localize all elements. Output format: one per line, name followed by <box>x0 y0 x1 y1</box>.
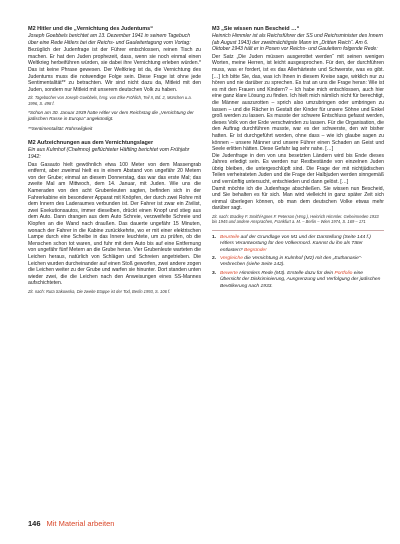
m2b-source: Zit. nach: Ruta Sakowska, Die zweite Etappe ist der Tod, Berlin 1993, S. 106 f. <box>28 288 171 294</box>
task-operator: Bewerte <box>220 270 238 276</box>
m2-text: Bezüglich der Judenfrage ist der Führer entschlossen, reinen Tisch zu machen. Er hat den Juden prophezeit, dass, wenn sie noch einmal einen Weltkrieg herbeiführen würden, sie dabei ihre Vernichtung erleben würden.* Das ist keine Phrase gewesen. Der Weltkrieg ist da, die Vernichtung des Judentums muss die notwendige Folge sein. Diese Frage ist ohne jede Sentimentalität** zu betrachten. Wir sind nicht dazu da, Mitleid mit den Juden, sondern nur Mitleid mit unserem deutschen Volk zu haben. <box>28 47 201 93</box>
m2-footnote-2: **Sentimentalität: Rührseligkeit <box>28 126 93 132</box>
task-number: 3. <box>212 270 217 276</box>
m3-intro: Heinrich Himmler ist als Reichsführer der SS und Reichsminister des Innern (ab August 1943) der zweitmächtigste Mann im „Dritten Reich“. Am 6. Oktober 1943 hält er in Posen vor Reichs- und Gauleitern folgende Rede: <box>212 33 383 53</box>
page-number: 146 <box>28 519 41 528</box>
task-operator: Beurteile <box>220 234 240 240</box>
m3-text-2: Die Judenfrage in den von uns besetzten Ländern wird bis Ende dieses Jahres erledigt sein. Es werden nur Restbestände von einzelnen Juden übrig bleiben, die untergeschlüpft sind. Die Frage der mit nichtjüdischen Teilen verheirateten Juden und die Frage der Halbjuden werden sinngemäß und vernünftig untersucht, entschieden und dann gelöst. […] <box>212 152 384 186</box>
task-item <box>212 271 384 290</box>
left-column <box>28 26 201 298</box>
m2-source: Zit. Tagebücher von Joseph Goebbels, hrsg. von Elke Fröhlich, Teil II, Bd. 2, München u.a. 1996, S. 498 f. <box>28 95 192 106</box>
task-operator: Begründe! <box>243 247 267 253</box>
m2b-intro: Ein aus Kulmhof (Chełmno) geflüchteter Häftling berichtet vom Frühjahr 1942: <box>28 147 190 161</box>
task-operator: Vergleiche <box>220 256 243 262</box>
task-list <box>212 230 384 290</box>
m3-text-1: Der Satz „Die Juden müssen ausgerottet werden“ mit seinen wenigen Worten, meine Herren, ist leicht ausgesprochen. Für den, der durchführen muss, was er fordert, ist es das Allerhärteste und Schwerste, was es gibt. […] Ich bitte Sie, das, was ich Ihnen in diesem Kreise sage, wirklich nur zu hören und nie darüber zu sprechen. Es trat an uns die Frage heran: Wie ist es mit den Frauen und Kindern? – Ich habe mich entschlossen, auch hier eine ganz klare Lösung zu finden. Ich hielt mich nämlich nicht für berechtigt, die Männer auszurotten – sprich also umzubringen oder umbringen zu lassen – und die Rächer in Gestalt der Kinder für unsere Söhne und Enkel groß werden zu lassen. Es musste der schwere Entschluss gefasst werden, dieses Volk von der Erde verschwinden zu lassen. Für die Organisation, die den Auftrag durchführen musste, war es der schwerste, den wir bisher hatten. Er ist durchgeführt worden, ohne dass – wie ich glaube sagen zu können – unsere Männer und unsere Führer einen Schaden an Geist und Seele erlitten hätten. Diese Gefahr lag sehr nahe. […] <box>212 53 384 153</box>
task-text: die Vernichtung in Kulmhof (M2) mit den „Euthanasie“-Verbrechen (siehe Seite 142). <box>220 256 363 268</box>
m2-footnote-1: *Schon am 30. Januar 1939 hatte Hitler vor dem Reichstag die „Vernichtung der jüdischen Rasse in Europa“ angekündigt. <box>28 110 194 122</box>
task-text: Himmlers Rede (M3). Erstelle dazu für dein <box>237 270 335 276</box>
task-number: 1. <box>212 234 217 240</box>
m2-title: M2 Hitler und die „Vernichtung des Judentums“ <box>28 26 153 32</box>
page-footer <box>28 519 114 528</box>
m2b-text: Das Gasauto hielt gewöhnlich etwa 100 Meter von dem Massengrab entfernt, aber zweimal hielt es in einem Abstand von ungefähr 20 Metern von der Grube; einmal an diesem Donnerstag, das war das erste Mal; das zweite Mal am Mittwoch, dem 14. Januar, mit Juden. Wie uns die Kameraden von den acht Grubenleuten sagten, befinden sich in der Fahrerkabine ein besonderer Apparat mit Knöpfen, der durch zwei Rohre mit dem Innern des Laderaumes verbunden ist. Der Fahrer ist zwar ein Zivilist, zwei Exekutionsautos, immer dieselben, drückt einen Knopf und stieg aus dem Auto. Dann drangen aus dem Auto Schreie, verzweifelte Schreie und Klopfen an die Wand nach draußen. Das dauerte ungefähr 15 Minuten, wonach der Fahrer in die Kabine zurückkehrte, wo er mit einer elektrischen Lampe durch eine Scheibe in das Innere leuchtete, um zu prüfen, ob die Menschen schon tot waren, und fuhr mit dem Auto bis auf eine Entfernung von ungefähr fünf Metern an die Grube heran. Vier Grubenleute warteten die Leichen heraus, natürlich von Schlägen und Schreien angetrieben. Die Leichen wurden durcheinander auf einen Stoß geworfen, zwei andere zogen die Leichen weiter zu der Grube und warfen sie hinunter. Dort standen unten wieder zwei, die die Leichen nach den Anweisungen eines SS-Mannes aufschichteten. <box>28 161 201 287</box>
portfolio-link: Portfolio <box>334 270 353 276</box>
m3-text-3: Damit möchte ich die Judenfrage abschließen. Sie wissen nun Bescheid, und Sie behalten es für sich. Man wird vielleicht in ganz später Zeit sich einmal überlegen können, ob man dem deutschen Volke etwas mehr darüber sagt. <box>212 185 384 212</box>
m2-intro: Joseph Goebbels berichtet am 13. Dezember 1941 in seinem Tagebuch über eine Rede Hitlers bei der Reichs- und Gauleitertagung vom Vortag: <box>28 33 191 46</box>
task-item <box>212 235 384 254</box>
task-text: auf der Grundlage von M1 und der Darstellung (Seite 144 f.) Hitlers Verantwortung für den Völkermord. Kannst du ihn als Täter entlasten? <box>220 234 371 253</box>
task-number: 2. <box>212 256 217 262</box>
task-item <box>212 256 384 269</box>
section-label: Mit Material arbeiten <box>46 519 115 528</box>
task-text: eine Übersicht der Diskriminierung, Ausgrenzung und Verfolgung der jüdischen Bevölkerung nach 1933. <box>220 270 381 289</box>
m2b-title: M2 Aufzeichnungen aus dem Vernichtungslager <box>28 140 154 147</box>
m3-source: Zit. nach: Bradley F. Smith/Agnes F. Peterson (Hrsg.), Heinrich Himmler. Geheimreden 1933 bis 1945 und andere Ansprachen, Frankfurt a. M. – Berlin – Wien 1974, S. 169 – 171 <box>212 214 379 225</box>
m3-title: M3 „Sie wissen nun Bescheid …“ <box>212 26 300 32</box>
right-column <box>212 26 384 292</box>
